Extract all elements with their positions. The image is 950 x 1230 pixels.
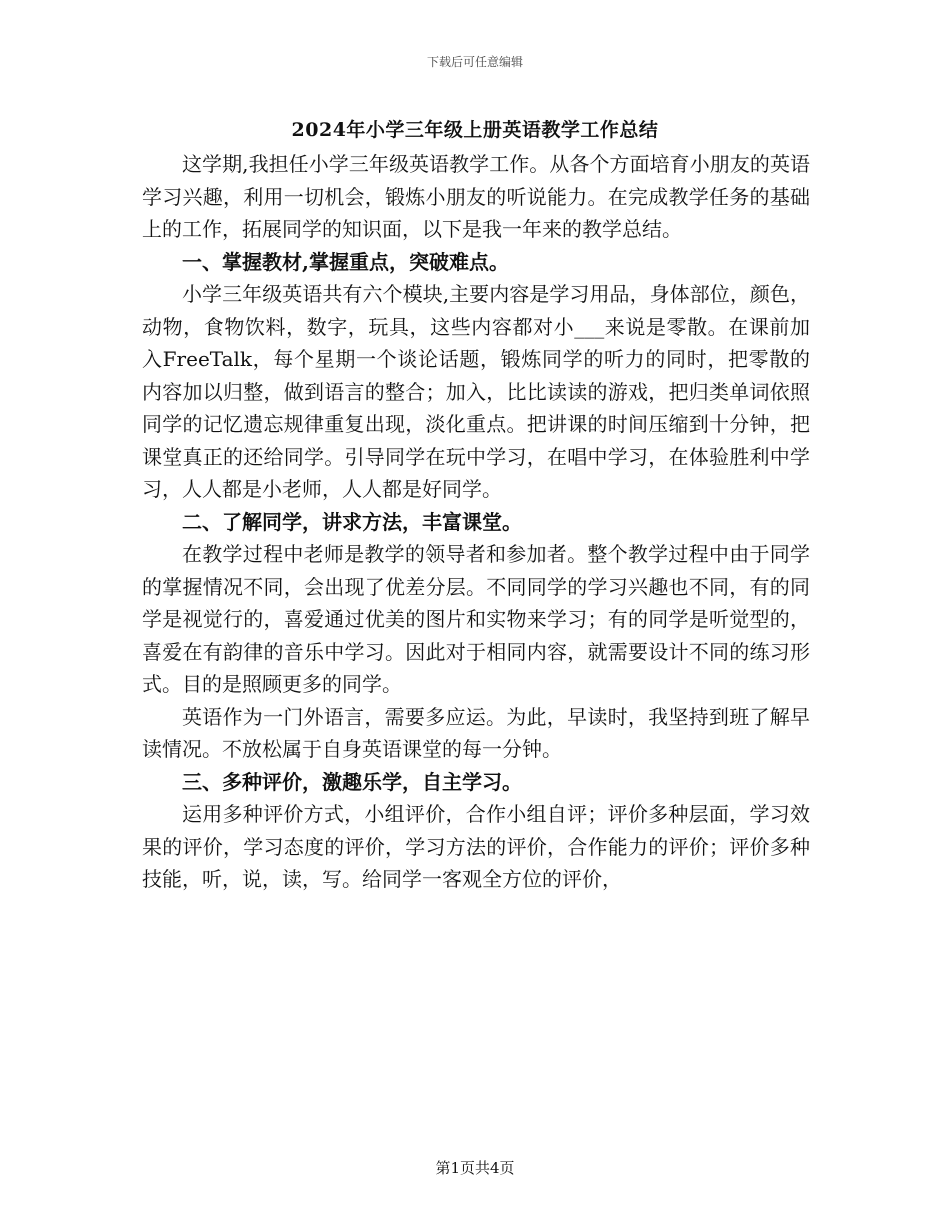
page-number: 第1页共4页: [435, 1159, 515, 1177]
page-header-note: 下载后可任意编辑: [426, 55, 523, 69]
section-2-paragraph-2: 英语作为一门外语言，需要多应运。为此，早读时，我坚持到班了解早读情况。不放松属于自身英语课堂的每一分钟。: [142, 704, 810, 761]
section-heading-2: 二、了解同学，讲求方法，丰富课堂。: [182, 509, 522, 534]
section-3-paragraph: 运用多种评价方式，小组评价，合作小组自评；评价多种层面，学习效果的评价，学习态度的评价，学习方法的评价，合作能力的评价；评价多种技能，听，说，读，写。给同学一客观全方位的评价，: [142, 802, 810, 891]
section-1-paragraph: 小学三年级英语共有六个模块,主要内容是学习用品，身体部位，颜色，动物，食物饮料，数字，玩具，这些内容都对小___来说是零散。在课前加入FreeTalk，每个星期一个谈论话题，锻炼同学的听力的同时，把零散的内容加以归整，做到语言的整合；加入，比比读读的游戏，把归类单词依照同学的记忆遗忘规律重复出现，淡化重点。把讲课的时间压缩到十分钟，把课堂真正的还给同学。引导同学在玩中学习，在唱中学习，在体验胜利中学习，人人都是小老师，人人都是好同学。: [142, 282, 810, 501]
section-heading-1: 一、掌握教材,掌握重点，突破难点。: [182, 249, 509, 274]
document-title: 2024年小学三年级上册英语教学工作总结: [291, 119, 659, 141]
section-2-paragraph-1: 在教学过程中老师是教学的领导者和参加者。整个教学过程中由于同学的掌握情况不同，会出现了优差分层。不同同学的学习兴趣也不同，有的同学是视觉行的，喜爱通过优美的图片和实物来学习；有的同学是听觉型的，喜爱在有韵律的音乐中学习。因此对于相同内容，就需要设计不同的练习形式。目的是照顾更多的同学。: [142, 542, 810, 696]
document-body: [142, 148, 810, 896]
intro-paragraph: 这学期,我担任小学三年级英语教学工作。从各个方面培育小朋友的英语学习兴趣，利用一切机会，锻炼小朋友的听说能力。在完成教学任务的基础上的工作，拓展同学的知识面，以下是我一年来的教学总结。: [142, 152, 810, 241]
section-heading-3: 三、多种评价，激趣乐学，自主学习。: [182, 769, 522, 794]
